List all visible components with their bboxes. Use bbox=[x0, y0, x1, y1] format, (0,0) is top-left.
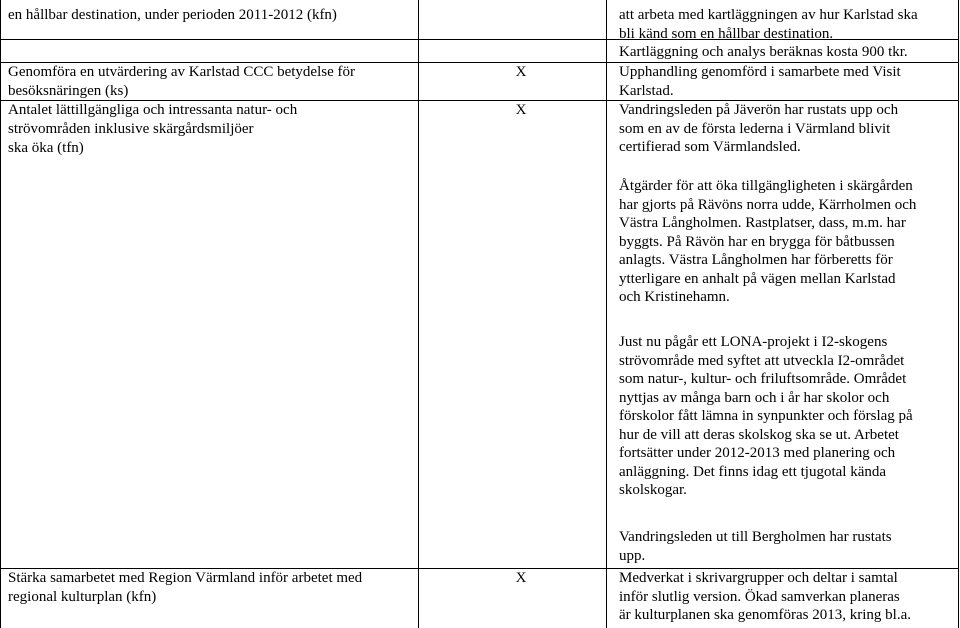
table-border-right bbox=[958, 0, 959, 628]
goal-3-mark: X bbox=[515, 102, 527, 118]
goal-3-result-bergholmen: Vandringsleden ut till Bergholmen har rustats upp. bbox=[619, 529, 892, 564]
goal-1-text-tail: en hållbar destination, under perioden 2011-2012 (kfn) bbox=[8, 7, 337, 23]
column-divider-2 bbox=[606, 0, 607, 628]
goal-3-result-archipelago: Åtgärder för att öka tillgängligheten i skärgården har gjorts på Rävöns norra udde, Kärrholmen och Västra Långholmen. Rastplatser, dass, m.m. har byggts. På Rävön har en brygga för båtbussen anlagts. Västra Långholmen har förberetts för ytterligare en anhalt på vägen mellan Karlstad och Kristinehamn. bbox=[619, 178, 917, 305]
column-divider-1 bbox=[418, 0, 419, 628]
goal-2-result: Upphandling genomförd i samarbete med Visit Karlstad. bbox=[619, 64, 901, 99]
goal-3-result-lona: Just nu pågår ett LONA-projekt i I2-skogens strövområde med syftet att utveckla I2-området som natur-, kultur- och friluftsområde. Området nyttjas av många barn och i år har skolor och förskolor fått lämna in synpunkter och förslag på hur de vill att deras skolskog ska se ut. Arbetet fortsätter under 2012-2013 med planering och anläggning. Det finns idag ett tjugotal kända skolskogar. bbox=[619, 334, 913, 498]
table-border-left bbox=[0, 0, 1, 628]
goal-3-text: Antalet lättillgängliga och intressanta natur- och strövområden inklusive skärgårdsmiljöer ska öka (tfn) bbox=[8, 102, 298, 156]
goal-3-result-trail: Vandringsleden på Jäverön har rustats upp och som en av de första lederna i Värmland blivit certifierad som Värmlandsled. bbox=[619, 102, 899, 155]
goal-1-result-tail: att arbeta med kartläggningen av hur Karlstad ska bli känd som en hållbar destination. Kartläggning och analys beräknas kosta 900 tkr. bbox=[619, 7, 918, 60]
goal-4-text: Stärka samarbetet med Region Värmland inför arbetet med regional kulturplan (kfn) bbox=[8, 570, 363, 605]
goal-2-mark: X bbox=[515, 64, 527, 80]
goal-2-text: Genomföra en utvärdering av Karlstad CCC betydelse för besöksnäringen (ks) bbox=[8, 64, 355, 99]
goal-4-result: Medverkat i skrivargrupper och deltar i samtal inför slutlig version. Ökad samverkan planeras är kulturplanen ska genomföras 2013, kring bl.a. bbox=[619, 570, 912, 623]
goal-4-mark: X bbox=[515, 570, 527, 586]
